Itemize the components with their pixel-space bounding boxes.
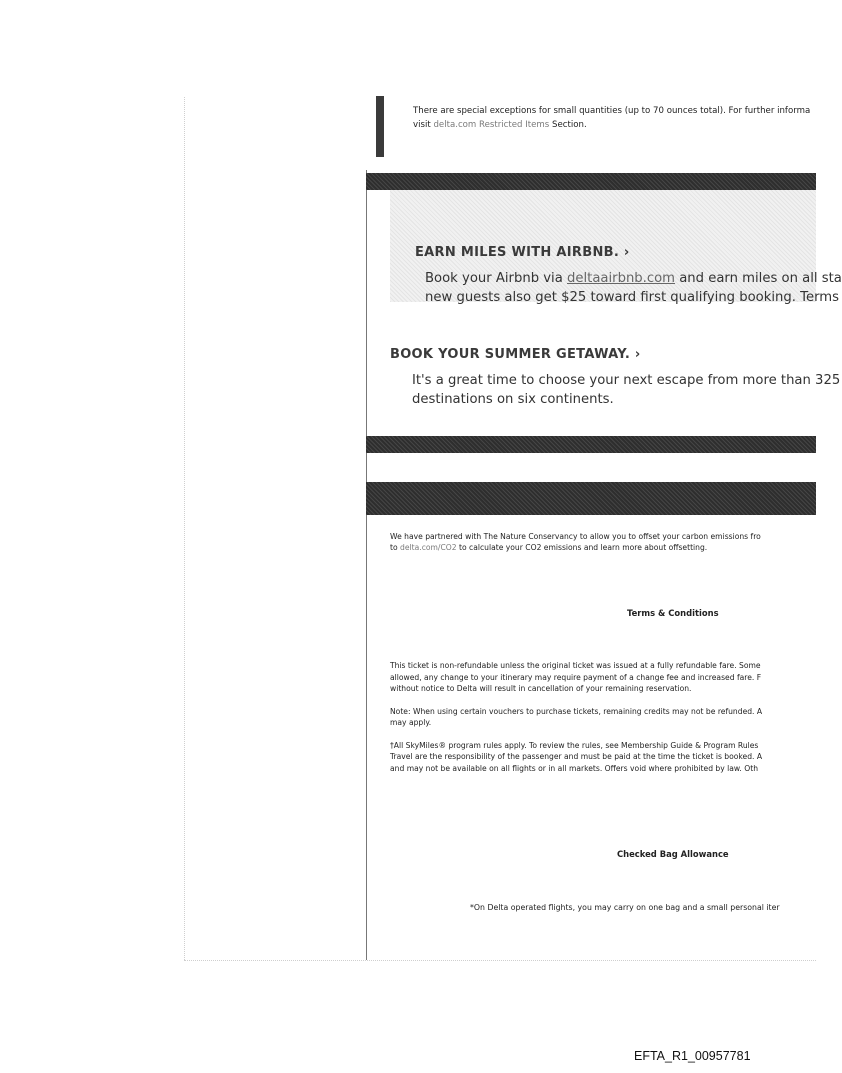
carbon-line-1: We have partnered with The Nature Conservancy to allow you to offset your carbon emissions fro	[390, 532, 761, 541]
summer-line-1: It's a great time to choose your next escape from more than 325	[412, 373, 841, 388]
terms-heading: Terms & Conditions	[627, 608, 719, 618]
airbnb-line-1	[425, 269, 842, 288]
frame-bottom-border	[184, 960, 816, 961]
restricted-items-link[interactable]: delta.com Restricted Items	[433, 120, 550, 130]
summer-getaway-body	[412, 371, 841, 409]
terms-paragraph-2	[390, 706, 816, 729]
terms-p2-line-2: may apply.	[390, 718, 432, 727]
document-id: EFTA_R1_00957781	[634, 1049, 751, 1063]
frame-left-border	[184, 97, 185, 960]
airbnb-promo-title[interactable]: EARN MILES WITH AIRBNB. ›	[415, 245, 630, 260]
hazmat-line-2	[413, 118, 816, 132]
carbon-line-2	[390, 542, 816, 553]
carbon-line-2-suffix: to calculate your CO2 emissions and learn more about offsetting.	[456, 543, 708, 552]
hazmat-line-2-prefix: visit	[413, 120, 434, 130]
hazmat-accent-bar	[376, 96, 384, 157]
bag-allowance-heading: Checked Bag Allowance	[617, 849, 729, 859]
airbnb-line-2: new guests also get $25 toward first qualifying booking. Terms	[425, 290, 839, 305]
airbnb-line-1-suffix: and earn miles on all sta	[675, 271, 842, 286]
summer-line-2: destinations on six continents.	[412, 392, 614, 407]
co2-link[interactable]: delta.com/CO2	[400, 543, 457, 552]
terms-p1-line-3: without notice to Delta will result in cancellation of your remaining reservation.	[390, 684, 692, 693]
section-header-bar	[366, 482, 816, 515]
carbon-line-2-prefix: to	[390, 543, 401, 552]
terms-body	[390, 660, 816, 785]
terms-p1-line-2: allowed, any change to your itinerary may require payment of a change fee and increased fare. F	[390, 672, 762, 682]
hazmat-line-2-suffix: Section.	[549, 120, 587, 130]
terms-p2-line-1: Note: When using certain vouchers to purchase tickets, remaining credits may not be refunded. A	[390, 706, 763, 716]
terms-p1-line-1: This ticket is non-refundable unless the original ticket was issued at a fully refundable fare. Some	[390, 661, 761, 670]
deltaairbnb-link[interactable]: deltaairbnb.com	[567, 271, 676, 286]
section-divider-bar	[366, 173, 816, 190]
terms-paragraph-3	[390, 740, 816, 775]
terms-p3-line-3: and may not be available on all flights or in all markets. Offers void where prohibited by law. Oth	[390, 763, 759, 773]
bag-allowance-note: *On Delta operated flights, you may carry on one bag and a small personal iter	[470, 903, 780, 912]
summer-getaway-title[interactable]: BOOK YOUR SUMMER GETAWAY. ›	[390, 347, 641, 362]
content-left-border	[366, 170, 367, 960]
terms-paragraph-1	[390, 660, 816, 695]
section-divider-bar	[366, 436, 816, 453]
terms-p3-line-2: Travel are the responsibility of the passenger and must be paid at the time the ticket is booked. A	[390, 752, 763, 761]
hazmat-notice	[413, 104, 816, 132]
carbon-offset-notice	[390, 531, 816, 553]
airbnb-promo-body	[425, 269, 842, 307]
airbnb-line-1-prefix: Book your Airbnb via	[425, 271, 567, 286]
terms-p3-line-1: †All SkyMiles® program rules apply. To review the rules, see Membership Guide & Program Rules	[390, 740, 759, 750]
hazmat-line-1: There are special exceptions for small quantities (up to 70 ounces total). For further informa	[413, 106, 811, 116]
